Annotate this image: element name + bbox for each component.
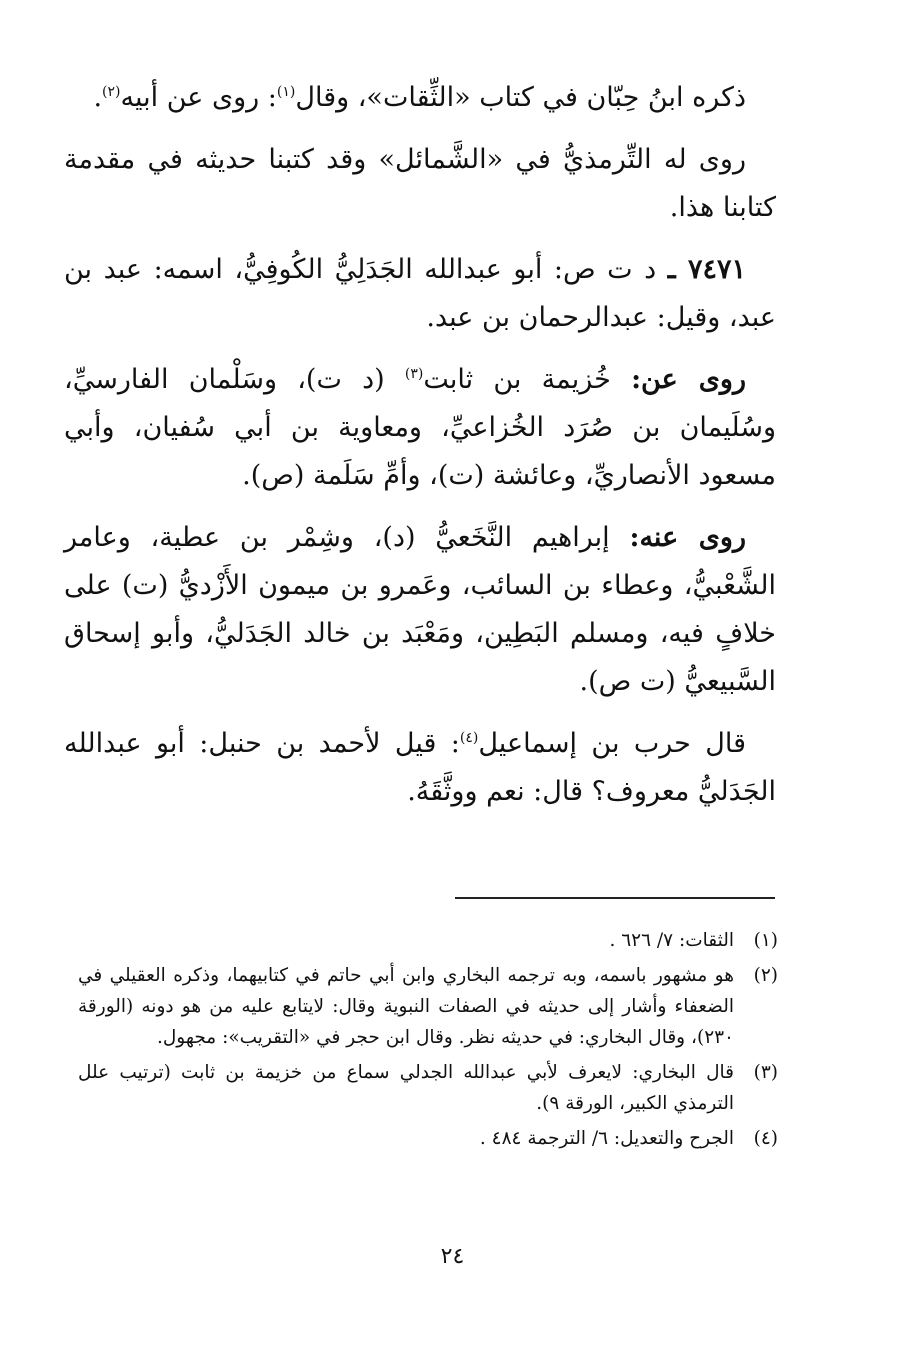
footnote-4 [78, 1123, 778, 1154]
footnote-text: الجرح والتعديل: ٦/ الترجمة ٤٨٤ . [479, 1128, 734, 1149]
paragraph-harb: قال حرب بن إسماعيل$^{(٤)}$: قيل لأحمد بن حنبل: أبو عبدالله الجَدَليُّ معروف؟ قال: نعم ووثَّقَهُ. [64, 728, 776, 807]
footnote-text: هو مشهور باسمه، وبه ترجمه البخاري وابن أبي حاتم في كتابيهما، وذكره العقيلي في الضعفاء وأشار إلى حديثه في الصفات النبوية وقال: لايتابع عليه من هو دونه (الورقة ٢٣٠)، وقال البخاري: في حديثه نظر. وقال ابن حجر في «التقريب»: مجهول. [78, 965, 734, 1048]
students-label: روى عنه: [629, 522, 746, 553]
footnote-number: (٢) [753, 965, 778, 986]
footnote-number: (٣) [753, 1062, 778, 1083]
paragraph-students [64, 514, 776, 706]
footnotes [78, 925, 778, 1158]
footnote-text: قال البخاري: لايعرف لأبي عبدالله الجدلي سماع من خزيمة بن ثابت (ترتيب علل الترمذي الكبير، الورقة ٩). [78, 1062, 734, 1114]
footnote-2 [78, 960, 778, 1053]
entry-number: ٧٤٧١ ـ [667, 254, 746, 285]
students-text: إبراهيم النَّخَعيُّ (د)، وشِمْر بن عطية، وعامر الشَّعْبيُّ، وعطاء بن السائب، وعَمرو بن ميمون الأَزْديُّ (ت) على خلافٍ فيه، ومسلم البَطِين، ومَعْبَد بن خالد الجَدَليُّ، وأبو إسحاق السَّبيعيُّ (ت ص). [64, 522, 776, 697]
paragraph-ibn-hibban: ذكره ابنُ حِبّان في كتاب «الثِّقات»، وقال$^{(١)}$: روى عن أبيه$^{(٢)}$. [93, 82, 746, 113]
footnote-ref-3[interactable]: (٣) [404, 366, 424, 382]
footnote-number: (٤) [753, 1128, 778, 1149]
paragraph-tirmidhi: روى له التِّرمذيُّ في «الشَّمائل» وقد كتبنا حديثه في مقدمة كتابنا هذا. [64, 144, 776, 223]
entry-text: د ت ص: أبو عبدالله الجَدَلِيُّ الكُوفِيُّ، اسمه: عبد بن عبد، وقيل: عبدالرحمان بن عبد. [64, 254, 776, 333]
main-text [64, 74, 776, 830]
page-number: ٢٤ [440, 1244, 465, 1269]
paragraph-teachers: روى عن: خُزيمة بن ثابت$^{(٣)}$ (د ت)، وسَلْمان الفارسيِّ، وسُلَيمان بن صُرَد الخُزاعيِّ، ومعاوية بن أبي سُفيان، وأبي مسعود الأنصاريِّ، وعائشة (ت)، وأمِّ سَلَمة (ص). [64, 364, 776, 491]
footnote-ref-2[interactable]: (٢) [102, 84, 121, 100]
footnote-number: (١) [753, 930, 778, 951]
footnote-ref-4[interactable]: (٤) [459, 730, 479, 746]
footnote-1 [78, 925, 778, 956]
teachers-label: روى عن: [631, 364, 746, 395]
paragraph-entry [64, 246, 776, 342]
footnote-separator [455, 897, 775, 899]
footnote-text: الثقات: ٧/ ٦٢٦ . [609, 930, 734, 951]
footnote-ref-1[interactable]: (١) [276, 84, 296, 100]
footnote-3 [78, 1057, 778, 1119]
